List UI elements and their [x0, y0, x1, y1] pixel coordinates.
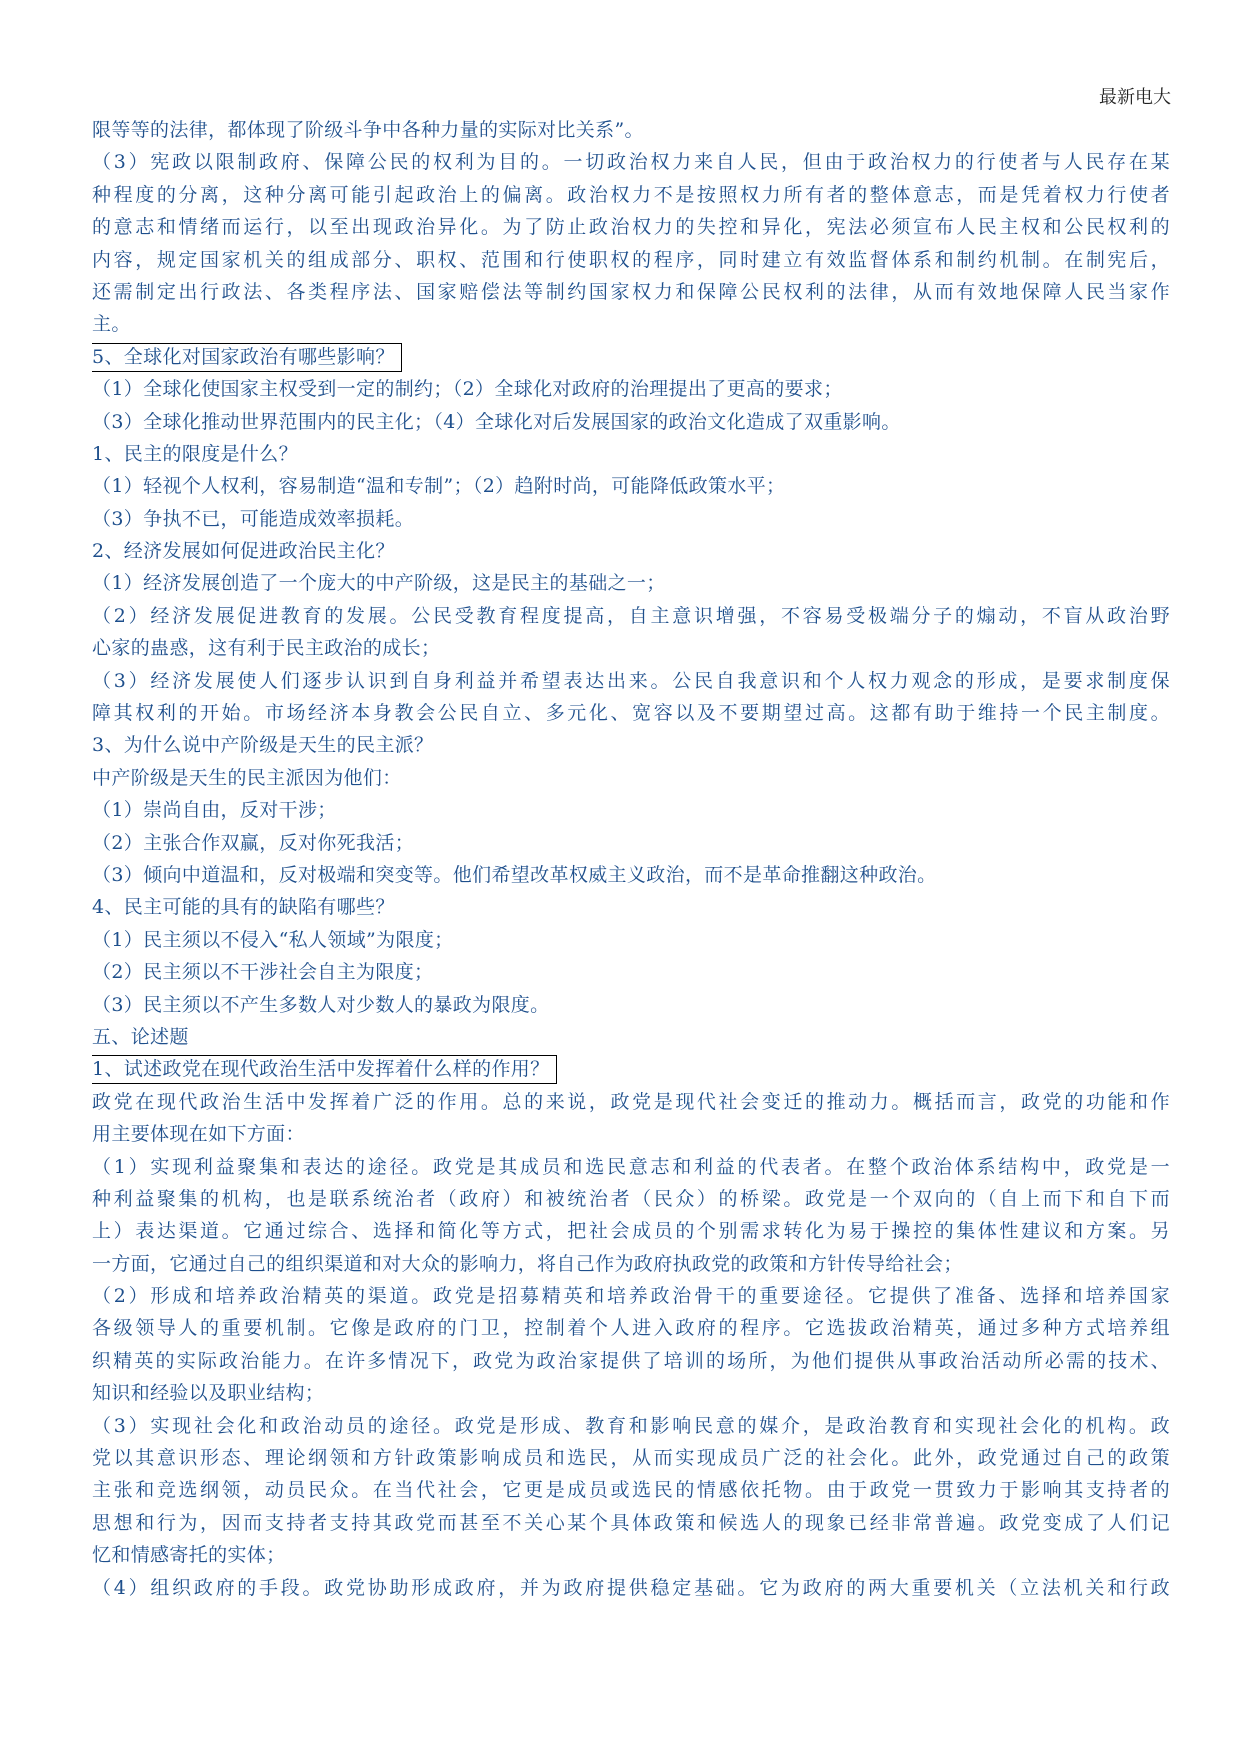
text-line	[92, 794, 1170, 826]
line-text: 知识和经验以及职业结构；	[92, 1382, 325, 1405]
line-text: （3）民主须以不产生多数人对少数人的暴政为限度。	[92, 993, 550, 1016]
line-text: （1）民主须以不侵入“私人领域”为限度；	[92, 928, 454, 951]
text-line	[92, 567, 1170, 599]
page-header-label: 最新电大	[1099, 87, 1171, 108]
line-text: （1）崇尚自由，反对干涉；	[92, 799, 337, 822]
line-text: （3）争执不已，可能造成效率损耗。	[92, 507, 415, 530]
text-line	[92, 1021, 1170, 1053]
text-line	[92, 600, 1170, 632]
line-text: （3）宪政以限制政府、保障公民的权利为目的。一切政治权力来自人民，但由于政治权力的行使者与人民存在某	[92, 151, 1170, 174]
text-line	[92, 859, 1170, 891]
text-line	[92, 729, 1170, 761]
line-text: 限等等的法律，都体现了阶级斗争中各种力量的实际对比关系”。	[92, 119, 644, 141]
text-line	[92, 891, 1170, 923]
text-line	[92, 146, 1170, 178]
text-line	[92, 1183, 1170, 1215]
boxed-question-line	[92, 1053, 1170, 1085]
line-text: （2）民主须以不干涉社会自主为限度；	[92, 961, 434, 984]
line-text: （4）组织政府的手段。政党协助形成政府，并为政府提供稳定基础。它为政府的两大重要机关（立法机关和行政	[92, 1576, 1170, 1599]
line-text: 还需制定出行政法、各类程序法、国家赔偿法等制约国家权力和保障公民权利的法律，从而有效地保障人民当家作	[92, 280, 1170, 303]
line-text: 的意志和情绪而运行，以至出现政治异化。为了防止政治权力的失控和异化，宪法必须宣布人民主权和公民权利的	[92, 216, 1170, 239]
question-heading: 1、试述政党在现代政治生活中发挥着什么样的作用？	[92, 1055, 557, 1084]
text-line	[92, 1474, 1170, 1506]
text-line	[92, 179, 1170, 211]
line-text: （3）实现社会化和政治动员的途径。政党是形成、教育和影响民意的媒介，是政治教育和实现社会化的机构。政	[92, 1414, 1170, 1437]
line-text: （2）形成和培养政治精英的渠道。政党是招募精英和培养政治骨干的重要途径。它提供了准备、选择和培养国家	[92, 1285, 1170, 1308]
line-text: （1）经济发展创造了一个庞大的中产阶级，这是民主的基础之一；	[92, 572, 666, 595]
text-line	[92, 1539, 1170, 1571]
text-line	[92, 470, 1170, 502]
text-line	[92, 244, 1170, 276]
line-text: 4、民主可能的具有的缺陷有哪些？	[92, 896, 395, 919]
text-line	[92, 503, 1170, 535]
line-text: 3、为什么说中产阶级是天生的民主派？	[92, 734, 434, 757]
text-line	[92, 697, 1170, 729]
line-text: 中产阶级是天生的民主派因为他们：	[92, 766, 402, 789]
text-line	[92, 1410, 1170, 1442]
text-line	[92, 632, 1170, 664]
line-text: 1、民主的限度是什么？	[92, 442, 298, 465]
line-text: 一方面，它通过自己的组织渠道和对大众的影响力，将自己作为政府执政党的政策和方针传导给社会；	[92, 1252, 963, 1275]
line-text: （1）轻视个人权利，容易制造“温和专制”；（2）趋附时尚，可能降低政策水平；	[92, 475, 786, 498]
line-text: （3）全球化推动世界范围内的民主化；（4）全球化对后发展国家的政治文化造成了双重影响。	[92, 410, 901, 433]
text-line	[92, 1377, 1170, 1409]
text-line	[92, 1118, 1170, 1150]
text-line	[92, 1280, 1170, 1312]
line-text: 主。	[92, 313, 131, 336]
line-text: 心家的蛊惑，这有利于民主政治的成长；	[92, 637, 441, 660]
text-line	[92, 1572, 1170, 1604]
boxed-question-line	[92, 341, 1170, 373]
line-text: 主张和竞选纲领，动员民众。在当代社会，它更是成员或选民的情感依托物。由于政党一贯致力于影响其支持者的	[92, 1479, 1170, 1502]
line-text: （1）全球化使国家主权受到一定的制约；（2）全球化对政府的治理提出了更高的要求；	[92, 378, 843, 401]
text-line	[92, 1215, 1170, 1247]
line-text: 上）表达渠道。它通过综合、选择和简化等方式，把社会成员的个别需求转化为易于操控的集体性建议和方案。另	[92, 1220, 1170, 1243]
line-text: 五、论述题	[92, 1025, 189, 1048]
text-line	[92, 211, 1170, 243]
text-line	[92, 827, 1170, 859]
text-line	[92, 1345, 1170, 1377]
text-line	[92, 956, 1170, 988]
line-text: 思想和行为，因而支持者支持其政党而甚至不关心某个具体政策和候选人的现象已经非常普遍。政党变成了人们记	[92, 1511, 1170, 1534]
document-body	[92, 114, 1170, 1604]
text-line	[92, 438, 1170, 470]
text-line	[92, 276, 1170, 308]
line-text: 忆和情感寄托的实体；	[92, 1544, 286, 1567]
text-line	[92, 1312, 1170, 1344]
text-line	[92, 535, 1170, 567]
text-line	[92, 1086, 1170, 1118]
text-line	[92, 989, 1170, 1021]
line-text: 各级领导人的重要机制。它像是政府的门卫，控制着个人进入政府的程序。它选拔政治精英，通过多种方式培养组	[92, 1317, 1170, 1340]
text-line	[92, 1151, 1170, 1183]
text-line	[92, 114, 1170, 146]
line-text: 障其权利的开始。市场经济本身教会公民自立、多元化、宽容以及不要期望过高。这都有助于维持一个民主制度。	[92, 702, 1170, 725]
line-text: （1）实现利益聚集和表达的途径。政党是其成员和选民意志和利益的代表者。在整个政治体系结构中，政党是一	[92, 1155, 1170, 1178]
line-text: （2）主张合作双赢，反对你死我活；	[92, 831, 415, 854]
line-text: 党以其意识形态、理论纲领和方针政策影响成员和选民，从而实现成员广泛的社会化。此外，政党通过自己的政策	[92, 1447, 1170, 1470]
line-text: 内容，规定国家机关的组成部分、职权、范围和行使职权的程序，同时建立有效监督体系和制约机制。在制宪后，	[92, 248, 1170, 271]
line-text: （3）倾向中道温和，反对极端和突变等。他们希望改革权威主义政治，而不是革命推翻这种政治。	[92, 863, 937, 886]
line-text: 2、经济发展如何促进政治民主化？	[92, 540, 395, 563]
text-line	[92, 665, 1170, 697]
line-text: 织精英的实际政治能力。在许多情况下，政党为政治家提供了培训的场所，为他们提供从事政治活动所必需的技术、	[92, 1349, 1170, 1372]
text-line	[92, 406, 1170, 438]
text-line	[92, 373, 1170, 405]
line-text: （2）经济发展促进教育的发展。公民受教育程度提高，自主意识增强，不容易受极端分子的煽动，不盲从政治野	[92, 604, 1170, 627]
text-line	[92, 308, 1170, 340]
question-heading: 5、全球化对国家政治有哪些影响？	[92, 343, 402, 372]
text-line	[92, 1507, 1170, 1539]
line-text: 种利益聚集的机构，也是联系统治者（政府）和被统治者（民众）的桥梁。政党是一个双向的（自上而下和自下而	[92, 1187, 1170, 1210]
line-text: （3）经济发展使人们逐步认识到自身利益并希望表达出来。公民自我意识和个人权力观念的形成，是要求制度保	[92, 669, 1170, 692]
text-line	[92, 762, 1170, 794]
text-line	[92, 1442, 1170, 1474]
text-line	[92, 1248, 1170, 1280]
text-line	[92, 924, 1170, 956]
line-text: 用主要体现在如下方面：	[92, 1123, 305, 1146]
line-text: 政党在现代政治生活中发挥着广泛的作用。总的来说，政党是现代社会变迁的推动力。概括而言，政党的功能和作	[92, 1090, 1170, 1113]
line-text: 种程度的分离，这种分离可能引起政治上的偏离。政治权力不是按照权力所有者的整体意志，而是凭着权力行使者	[92, 183, 1170, 206]
